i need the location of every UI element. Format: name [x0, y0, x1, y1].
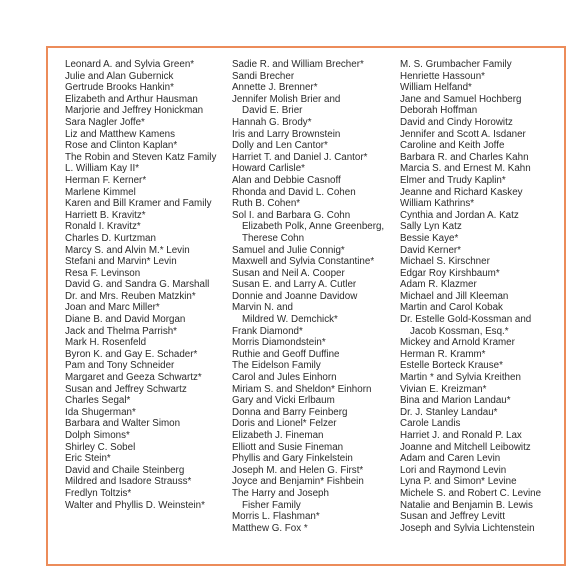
- donor-name: Mickey and Arnold Kramer: [400, 337, 515, 349]
- donor-name: Natalie and Benjamin B. Lewis: [400, 499, 533, 511]
- donor-name: Jeanne and Richard Kaskey: [400, 186, 523, 198]
- donor-name: Joan and Marc Miller*: [65, 302, 160, 314]
- donor-name: Harriet T. and Daniel J. Cantor*: [232, 151, 368, 163]
- donor-name: Gary and Vicki Erlbaum: [232, 395, 335, 407]
- donor-name: Herman R. Kramm*: [400, 348, 486, 360]
- donor-name: Ida Shugerman*: [65, 406, 136, 418]
- donor-name: Sally Lyn Katz: [400, 221, 462, 233]
- donor-name: Jennifer Molish Brier and: [232, 93, 341, 105]
- donor-name: Stefani and Marvin* Levin: [65, 256, 177, 268]
- donor-name-continuation: Therese Cohn: [242, 232, 305, 244]
- donor-name: Annette J. Brenner*: [232, 82, 318, 94]
- donor-name: Charles D. Kurtzman: [65, 232, 156, 244]
- donor-name: Jennifer and Scott A. Isdaner: [400, 128, 526, 140]
- donor-name: Ruth B. Cohen*: [232, 198, 301, 210]
- donor-name: Howard Carlisle*: [232, 163, 305, 175]
- donor-name: Sara Nagler Joffe*: [65, 116, 145, 128]
- donor-name: The Harry and Joseph: [232, 487, 329, 499]
- donor-name: Michael S. Kirschner: [400, 256, 490, 268]
- donor-name-continuation: Elizabeth Polk, Anne Greenberg,: [242, 221, 385, 233]
- donor-name: Martin and Carol Kobak: [400, 302, 503, 314]
- donor-name: Herman F. Kerner*: [65, 174, 147, 186]
- donor-name: William Kathrins*: [400, 198, 475, 210]
- donor-name: Elizabeth and Arthur Hausman: [65, 93, 198, 105]
- donor-name-continuation: Fisher Family: [242, 499, 301, 511]
- donor-name: Marlene Kimmel: [65, 186, 136, 198]
- donor-name: Susan and Jeffrey Levitt: [400, 511, 505, 523]
- donor-name: Donnie and Joanne Davidow: [232, 290, 358, 302]
- donor-list-column-3: [400, 59, 541, 534]
- donor-name-continuation: David E. Brier: [242, 105, 303, 117]
- donor-name: Dolly and Len Cantor*: [232, 140, 328, 152]
- donor-name: Lori and Raymond Levin: [400, 464, 507, 476]
- donor-name-continuation: Mildred W. Demchick*: [242, 314, 338, 326]
- donor-name: Resa F. Levinson: [65, 267, 141, 279]
- donor-name: Leonard A. and Sylvia Green*: [65, 59, 195, 70]
- donor-name: Margaret and Geeza Schwartz*: [65, 372, 202, 384]
- donor-name: William Helfand*: [400, 82, 472, 94]
- donor-name: Diane B. and David Morgan: [65, 314, 186, 326]
- donor-name: Rose and Clinton Kaplan*: [65, 140, 178, 152]
- donor-name: Barbara and Walter Simon: [65, 418, 181, 430]
- donor-name: Joanne and Mitchell Leibowitz: [400, 441, 531, 453]
- donor-name: Marjorie and Jeffrey Honickman: [65, 105, 204, 117]
- donor-name: Iris and Larry Brownstein: [232, 128, 341, 140]
- donor-name: Miriam S. and Sheldon* Einhorn: [232, 383, 372, 395]
- donor-name: David and Cindy Horowitz: [400, 116, 513, 128]
- donor-name: Mark H. Rosenfeld: [65, 337, 147, 349]
- donor-name: Jack and Thelma Parrish*: [65, 325, 177, 337]
- donor-name: Carol and Jules Einhorn: [232, 372, 337, 384]
- donor-name: Julie and Alan Gubernick: [65, 70, 174, 82]
- donor-name: Donna and Barry Feinberg: [232, 406, 348, 418]
- donor-name: Michele S. and Robert C. Levine: [400, 487, 542, 499]
- donor-name: Liz and Matthew Kamens: [65, 128, 175, 140]
- donor-name: Elmer and Trudy Kaplin*: [400, 174, 506, 186]
- donor-name: Barbara R. and Charles Kahn: [400, 151, 529, 163]
- donor-name: Mildred and Isadore Strauss*: [65, 476, 192, 488]
- donor-name: Marvin N. and: [232, 302, 293, 314]
- donor-name: Eric Stein*: [65, 453, 111, 465]
- donor-name: Michael and Jill Kleeman: [400, 290, 509, 302]
- donor-name: Sandi Brecher: [232, 70, 295, 82]
- donor-name: Pam and Tony Schneider: [65, 360, 175, 372]
- donor-name: Gertrude Brooks Hankin*: [65, 82, 174, 94]
- donor-name: Alan and Debbie Casnoff: [232, 174, 341, 186]
- donor-name: Deborah Hoffman: [400, 105, 478, 117]
- donor-name: Cynthia and Jordan A. Katz: [400, 209, 519, 221]
- donor-name: Joseph and Sylvia Lichtenstein: [400, 522, 535, 534]
- donor-name: Dr. J. Stanley Landau*: [400, 406, 498, 418]
- donor-name-continuation: Jacob Kossman, Esq.*: [410, 325, 509, 337]
- donor-name: Bina and Marion Landau*: [400, 395, 511, 407]
- donor-name: Susan E. and Larry A. Cutler: [232, 279, 357, 291]
- donor-name: Dolph Simons*: [65, 430, 130, 441]
- donor-name: Sadie R. and William Brecher*: [232, 59, 364, 70]
- donor-name: Frank Diamond*: [232, 325, 303, 337]
- donor-name: Marcy S. and Alvin M.* Levin: [65, 244, 190, 256]
- donor-list-column-2: [232, 59, 384, 534]
- donor-name: David and Chaile Steinberg: [65, 464, 185, 476]
- donor-name: M. S. Grumbacher Family: [400, 59, 512, 70]
- donor-name: Dr. Estelle Gold-Kossman and: [400, 314, 532, 326]
- donor-name: Joseph M. and Helen G. First*: [232, 464, 364, 476]
- donor-name: Ruthie and Geoff Duffine: [232, 348, 340, 360]
- donor-name: The Eidelson Family: [232, 360, 321, 372]
- donor-name: Matthew G. Fox *: [232, 522, 308, 534]
- donor-name: Bessie Kaye*: [400, 232, 459, 244]
- donor-name: Phyllis and Gary Finkelstein: [232, 453, 353, 465]
- donor-name: Byron K. and Gay E. Schader*: [65, 348, 198, 360]
- donor-name: Jane and Samuel Hochberg: [400, 93, 522, 105]
- donor-name: Morris L. Flashman*: [232, 511, 320, 523]
- donor-name: Karen and Bill Kramer and Family: [65, 198, 212, 210]
- donor-name: Rhonda and David L. Cohen: [232, 186, 356, 198]
- donor-name: David G. and Sandra G. Marshall: [65, 279, 210, 291]
- donor-name: Marcia S. and Ernest M. Kahn: [400, 163, 531, 175]
- donor-name: Joyce and Benjamin* Fishbein: [232, 476, 364, 488]
- donor-name: Hannah G. Brody*: [232, 116, 312, 128]
- donor-name: Doris and Lionel* Felzer: [232, 418, 337, 430]
- donor-name: Morris Diamondstein*: [232, 337, 326, 349]
- donor-name: Fredlyn Toltzis*: [65, 487, 132, 499]
- donor-name: Vivian E. Kreizman*: [400, 383, 487, 395]
- donor-name: Carole Landis: [400, 418, 461, 430]
- donor-name: Adam and Caren Levin: [400, 453, 501, 465]
- donor-name: Adam R. Klazmer: [400, 279, 477, 291]
- donor-name: The Robin and Steven Katz Family: [65, 151, 217, 163]
- donor-name: Samuel and Julie Connig*: [232, 244, 345, 256]
- donor-name: L. William Kay II*: [65, 163, 140, 175]
- donor-name: Susan and Jeffrey Schwartz: [65, 383, 187, 395]
- donor-name: Ronald I. Kravitz*: [65, 221, 141, 233]
- donor-name: Harriett B. Kravitz*: [65, 209, 146, 221]
- donor-name: Henriette Hassoun*: [400, 70, 485, 82]
- donor-name: Maxwell and Sylvia Constantine*: [232, 256, 375, 268]
- donor-name: Shirley C. Sobel: [65, 441, 136, 453]
- donor-name: Walter and Phyllis D. Weinstein*: [65, 499, 205, 511]
- donor-name: Sol I. and Barbara G. Cohn: [232, 209, 351, 221]
- donor-name: Lyna P. and Simon* Levine: [400, 476, 517, 488]
- donor-name: Harriet J. and Ronald P. Lax: [400, 430, 522, 441]
- donor-list-column-1: [65, 59, 216, 511]
- donor-name: Charles Segal*: [65, 395, 131, 407]
- donor-name: Estelle Borteck Krause*: [400, 360, 503, 372]
- donor-name: Dr. and Mrs. Reuben Matzkin*: [65, 290, 196, 302]
- donor-name: Elizabeth J. Fineman: [232, 430, 324, 441]
- donor-name: Susan and Neil A. Cooper: [232, 267, 345, 279]
- donor-name: Elliott and Susie Fineman: [232, 441, 344, 453]
- donor-name: Edgar Roy Kirshbaum*: [400, 267, 500, 279]
- donor-name: David Kerner*: [400, 244, 461, 256]
- donor-name: Martin * and Sylvia Kreithen: [400, 372, 521, 384]
- donor-name: Caroline and Keith Joffe: [400, 140, 505, 152]
